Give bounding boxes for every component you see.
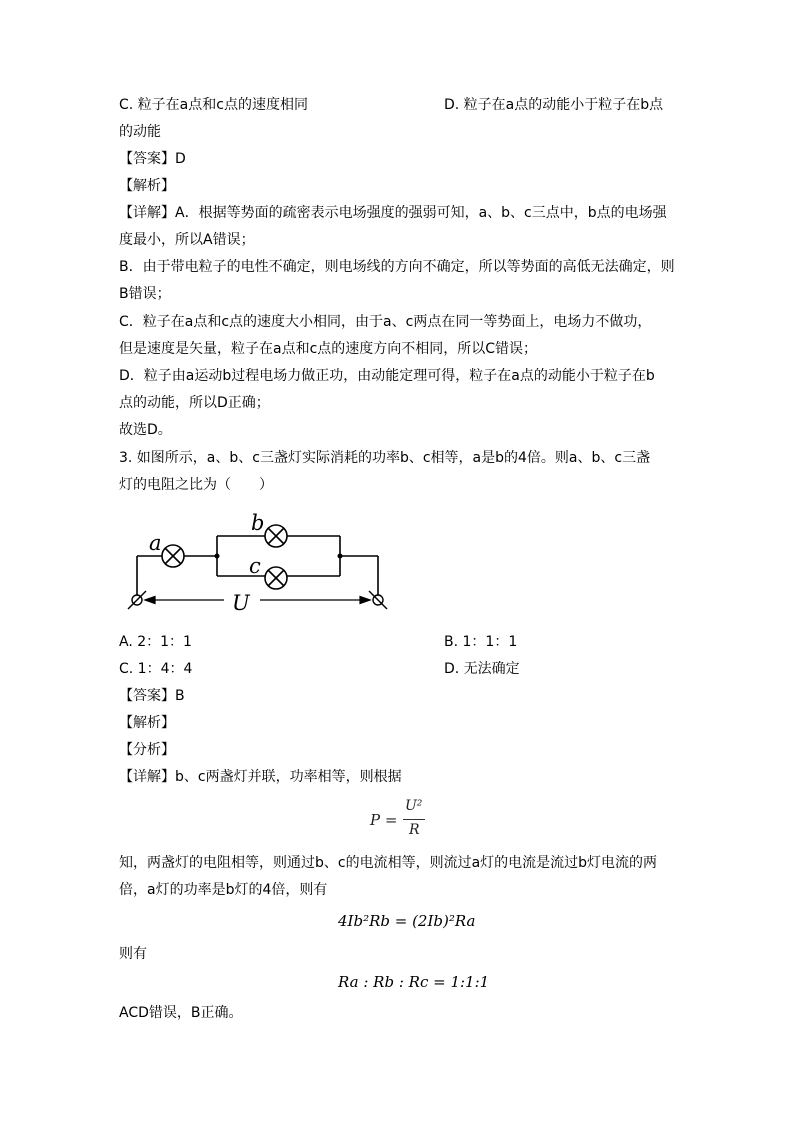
q3-then: 则有	[119, 946, 147, 962]
formula-power-ratio: 4Ib²Rb = (2Ib)²Ra	[338, 912, 476, 930]
lamp-a-icon	[162, 545, 184, 567]
q2-option-c: C. 粒子在a点和c点的速度相同	[119, 97, 308, 113]
formula-resistance-ratio: Ra : Rb : Rc = 1:1:1	[338, 973, 490, 991]
q3-option-a: A. 2：1：1	[119, 634, 192, 650]
q2-conclusion: 故选D。	[119, 422, 172, 438]
q2-detail-c-line2: 但是速度是矢量，粒子在a点和c点的速度方向不相同，所以C错误；	[119, 341, 538, 357]
circuit-diagram	[120, 508, 400, 614]
q2-detail-c-line1: C．粒子在a点和c点的速度大小相同，由于a、c两点在同一等势面上，电场力不做功，	[119, 314, 652, 330]
q3-stem-line2: 灯的电阻之比为（ ）	[119, 477, 273, 493]
q3-analysis-tag: 【解析】	[119, 715, 175, 731]
q2-option-d: D. 粒子在a点的动能小于粒子在b点	[444, 97, 664, 113]
q2-detail-a-line1: 【详解】A．根据等势面的疏密表示电场强度的强弱可知，a、b、c三点中，b点的电场强	[119, 205, 667, 221]
q2-answer: 【答案】D	[119, 151, 186, 167]
q3-detail-line1: 【详解】b、c两盏灯并联，功率相等，则根据	[119, 769, 402, 785]
label-u: U	[232, 591, 250, 614]
q2-detail-b-line2: B错误；	[119, 286, 171, 302]
q3-option-b: B. 1：1：1	[444, 634, 518, 650]
q3-answer: 【答案】B	[119, 688, 185, 704]
label-a: a	[149, 531, 162, 555]
q3-detail-line3: 倍，a灯的功率是b灯的4倍，则有	[119, 882, 328, 898]
q3-detail-line2: 知，两盏灯的电阻相等，则通过b、c的电流相等，则流过a灯的电流是流过b灯电流的两	[119, 855, 658, 871]
q3-stem-line1: 3. 如图所示，a、b、c三盏灯实际消耗的功率b、c相等，a是b的4倍。则a、b、c三盏	[119, 450, 651, 466]
q2-option-d-continued: 的动能	[119, 124, 161, 140]
q2-detail-a-line2: 度最小，所以A错误；	[119, 232, 255, 248]
q3-final: ACD错误，B正确。	[119, 1005, 243, 1021]
q2-analysis-tag: 【解析】	[119, 178, 175, 194]
lamp-b-icon	[265, 525, 287, 547]
junction-left	[215, 554, 220, 559]
junction-right	[338, 554, 343, 559]
q3-fenxi-tag: 【分析】	[119, 742, 175, 758]
q3-option-c: C. 1：4：4	[119, 661, 193, 677]
q2-detail-d-line2: 点的动能，所以D正确；	[119, 395, 270, 411]
label-c: c	[249, 554, 261, 578]
q2-detail-b-line1: B．由于带电粒子的电性不确定，则电场线的方向不确定，所以等势面的高低无法确定，则	[119, 259, 675, 275]
voltage-arrow	[145, 597, 370, 604]
q3-option-d: D. 无法确定	[444, 661, 520, 677]
lamp-c-icon	[265, 567, 287, 589]
label-b: b	[251, 511, 265, 535]
q2-detail-d-line1: D．粒子由a运动b过程电场力做正功，由动能定理可得，粒子在a点的动能小于粒子在b	[119, 368, 655, 384]
